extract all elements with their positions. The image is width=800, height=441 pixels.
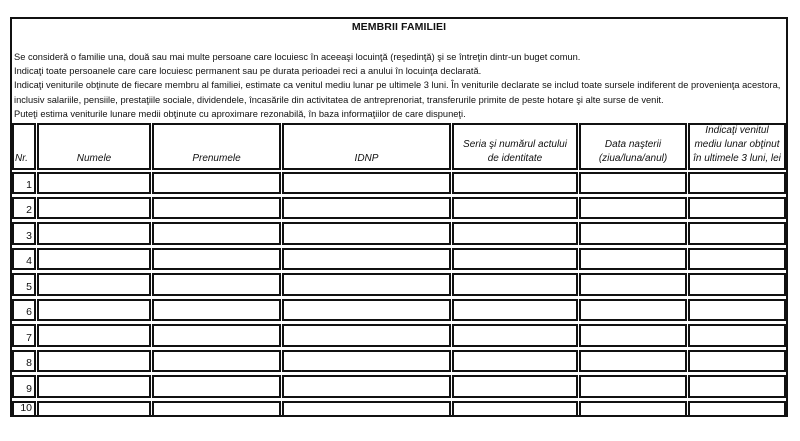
input-cell-idnp[interactable] xyxy=(282,401,451,417)
instruction-line: Indicaţi veniturile obţinute de fiecare membru al familiei, estimate ca venitul mediu lunar pe ultimele 3 luni. În veniturile declarate se includ toate sursele indiferent de provenienţa acestora, xyxy=(14,80,781,91)
row-number: 6 xyxy=(12,299,36,321)
input-cell-venit-lunar[interactable] xyxy=(688,350,786,372)
input-cell-numele[interactable] xyxy=(37,401,151,417)
input-cell-numele[interactable] xyxy=(37,299,151,321)
input-cell-idnp[interactable] xyxy=(282,197,451,219)
row-number: 10 xyxy=(12,401,36,417)
input-cell-seria-act[interactable] xyxy=(452,248,578,270)
column-header-label: Prenumele xyxy=(192,153,241,164)
instruction-line: Indicaţi toate persoanele care care locuiesc permanent sau pe durata perioadei reci a anului în locuinţa declarată. xyxy=(14,66,482,77)
input-cell-prenumele[interactable] xyxy=(152,248,281,270)
input-cell-prenumele[interactable] xyxy=(152,172,281,194)
column-header-label: IDNP xyxy=(354,153,379,164)
input-cell-seria-act[interactable] xyxy=(452,299,578,321)
instruction-line: Se consideră o familie una, două sau mai multe persoane care locuiesc în aceeaşi locuinţă (reşedinţă) şi se întreţin dintr-un buget comun. xyxy=(14,52,581,62)
input-cell-data-nasterii[interactable] xyxy=(579,172,687,194)
input-cell-idnp[interactable] xyxy=(282,222,451,245)
input-cell-idnp[interactable] xyxy=(282,375,451,398)
row-number: 8 xyxy=(12,350,36,372)
input-cell-seria-act[interactable] xyxy=(452,197,578,219)
form-title: MEMBRII FAMILIEI xyxy=(351,21,447,33)
input-cell-data-nasterii[interactable] xyxy=(579,273,687,296)
input-cell-seria-act[interactable] xyxy=(452,172,578,194)
input-cell-venit-lunar[interactable] xyxy=(688,273,786,296)
input-cell-numele[interactable] xyxy=(37,222,151,245)
instruction-line: Puteţi estima veniturile lunare medii obţinute cu aproximare rezonabilă, în baza informaţiilor de care dispuneţi. xyxy=(14,108,466,119)
input-cell-venit-lunar[interactable] xyxy=(688,375,786,398)
input-cell-prenumele[interactable] xyxy=(152,375,281,398)
column-header-label: Nr. xyxy=(15,153,28,164)
input-cell-prenumele[interactable] xyxy=(152,350,281,372)
input-cell-numele[interactable] xyxy=(37,350,151,372)
column-header-seria-act xyxy=(452,123,578,170)
input-cell-prenumele[interactable] xyxy=(152,222,281,245)
row-number: 5 xyxy=(12,273,36,296)
input-cell-venit-lunar[interactable] xyxy=(688,248,786,270)
input-cell-venit-lunar[interactable] xyxy=(688,299,786,321)
column-header-label: Seria şi numărul actului de identitate xyxy=(463,139,567,164)
input-cell-seria-act[interactable] xyxy=(452,350,578,372)
column-header-data-nasterii xyxy=(579,123,687,170)
family-members-form xyxy=(10,17,788,417)
input-cell-numele[interactable] xyxy=(37,172,151,194)
column-header-numele xyxy=(37,123,151,170)
input-cell-data-nasterii[interactable] xyxy=(579,197,687,219)
input-cell-data-nasterii[interactable] xyxy=(579,299,687,321)
column-header-prenumele xyxy=(152,123,281,170)
input-cell-numele[interactable] xyxy=(37,375,151,398)
row-number: 4 xyxy=(12,248,36,270)
input-cell-numele[interactable] xyxy=(37,273,151,296)
column-header-nr xyxy=(12,123,36,170)
row-number: 3 xyxy=(12,222,36,245)
column-header-venit-lunar xyxy=(688,123,786,170)
input-cell-idnp[interactable] xyxy=(282,350,451,372)
input-cell-data-nasterii[interactable] xyxy=(579,248,687,270)
input-cell-idnp[interactable] xyxy=(282,172,451,194)
input-cell-numele[interactable] xyxy=(37,197,151,219)
column-header-idnp xyxy=(282,123,451,170)
input-cell-venit-lunar[interactable] xyxy=(688,222,786,245)
column-header-label: Numele xyxy=(76,153,112,164)
column-header-label: Data naşterii (ziua/luna/anul) xyxy=(598,139,668,164)
input-cell-data-nasterii[interactable] xyxy=(579,350,687,372)
row-number: 9 xyxy=(12,375,36,398)
row-number: 1 xyxy=(12,172,36,194)
input-cell-idnp[interactable] xyxy=(282,324,451,347)
input-cell-seria-act[interactable] xyxy=(452,375,578,398)
row-number: 7 xyxy=(12,324,36,347)
input-cell-venit-lunar[interactable] xyxy=(688,172,786,194)
input-cell-idnp[interactable] xyxy=(282,248,451,270)
input-cell-idnp[interactable] xyxy=(282,273,451,296)
input-cell-seria-act[interactable] xyxy=(452,222,578,245)
input-cell-idnp[interactable] xyxy=(282,299,451,321)
input-cell-data-nasterii[interactable] xyxy=(579,222,687,245)
form-instructions xyxy=(14,50,780,121)
input-cell-numele[interactable] xyxy=(37,248,151,270)
input-cell-venit-lunar[interactable] xyxy=(688,197,786,219)
input-cell-data-nasterii[interactable] xyxy=(579,324,687,347)
input-cell-seria-act[interactable] xyxy=(452,401,578,417)
input-cell-prenumele[interactable] xyxy=(152,197,281,219)
input-cell-seria-act[interactable] xyxy=(452,273,578,296)
instruction-line: inclusiv salariile, pensiile, prestaţiile sociale, dividendele, încasările din activitatea de antreprenoriat, transferurile primite de peste hotare şi alte surse de venit. xyxy=(14,94,664,105)
input-cell-venit-lunar[interactable] xyxy=(688,401,786,417)
input-cell-data-nasterii[interactable] xyxy=(579,375,687,398)
row-number: 2 xyxy=(12,197,36,219)
input-cell-prenumele[interactable] xyxy=(152,299,281,321)
input-cell-prenumele[interactable] xyxy=(152,324,281,347)
input-cell-data-nasterii[interactable] xyxy=(579,401,687,417)
input-cell-prenumele[interactable] xyxy=(152,401,281,417)
input-cell-numele[interactable] xyxy=(37,324,151,347)
column-header-label: Indicaţi venitul mediu lunar obţinut în ultimele 3 luni, lei xyxy=(693,125,781,164)
input-cell-venit-lunar[interactable] xyxy=(688,324,786,347)
input-cell-prenumele[interactable] xyxy=(152,273,281,296)
input-cell-seria-act[interactable] xyxy=(452,324,578,347)
